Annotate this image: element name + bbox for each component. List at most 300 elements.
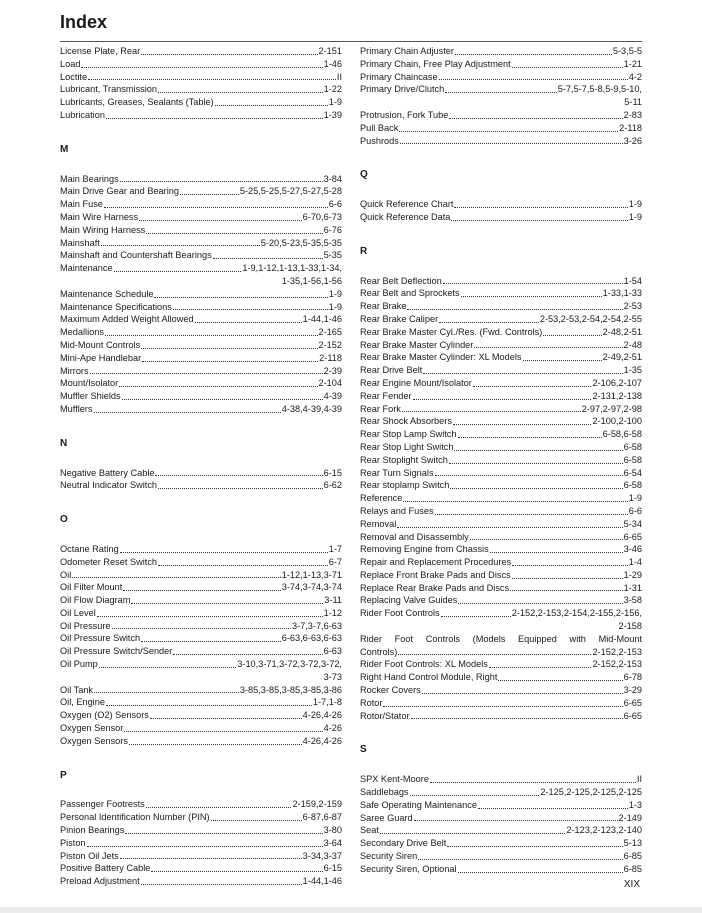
- index-entry-page-ref: 4-38,4-39,4-39: [281, 403, 342, 414]
- index-entry-page-ref: 4-26,4-26: [302, 735, 342, 746]
- index-entry[interactable]: [360, 198, 642, 211]
- dot-leader: [90, 373, 323, 374]
- dot-leader: [447, 846, 622, 847]
- index-entry-term: Mufflers: [60, 403, 93, 414]
- title-rule: [60, 41, 642, 42]
- index-entry-page-ref: 4-39: [323, 391, 342, 402]
- index-entry[interactable]: [360, 441, 642, 454]
- page-title: Index: [60, 12, 108, 32]
- index-entry-term: Protrusion, Fork Tube: [360, 109, 449, 120]
- index-entry[interactable]: [60, 811, 342, 824]
- dot-leader: [129, 744, 302, 745]
- index-entry-page-ref: 1-3: [628, 799, 642, 810]
- dot-leader: [87, 846, 323, 847]
- dot-leader: [470, 539, 623, 540]
- index-entry[interactable]: [60, 684, 342, 697]
- index-entry-page-ref: 1-7,1-8: [312, 697, 342, 708]
- index-entry-page-ref: 6-7: [328, 556, 342, 567]
- dot-leader: [94, 692, 239, 693]
- index-entry[interactable]: [360, 543, 642, 556]
- dot-leader: [512, 565, 628, 566]
- index-entry-page-ref: 2-106,2-107: [592, 377, 642, 388]
- index-entry[interactable]: [360, 799, 642, 812]
- index-entry-term: Oil, Engine: [60, 697, 105, 708]
- index-entry-page-ref: 2-53: [623, 301, 642, 312]
- index-entry[interactable]: [60, 71, 342, 84]
- index-entry[interactable]: [360, 531, 642, 544]
- index-entry-term: Rear Fender: [360, 390, 412, 401]
- index-entry-page-ref: 1-9: [328, 301, 342, 312]
- page-bottom-bar: [0, 907, 702, 913]
- index-entry[interactable]: [60, 301, 342, 314]
- index-entry[interactable]: [360, 556, 642, 569]
- index-entry-term: Rotor/Stator: [360, 710, 410, 721]
- index-entry-page-ref: 2-152,2-153: [592, 646, 642, 657]
- index-entry[interactable]: [60, 249, 342, 262]
- index-entry-page-ref: 2-104: [318, 378, 342, 389]
- index-entry-page-ref: 6-6: [628, 505, 642, 516]
- dot-leader: [474, 347, 622, 348]
- index-entry-term: Rear Belt and Sprockets: [360, 288, 460, 299]
- dot-leader: [383, 706, 622, 707]
- index-entry-term: Rear Stop Lamp Switch: [360, 429, 457, 440]
- index-entry-page-ref: 2-100,2-100: [592, 416, 642, 427]
- index-entry-term: Primary Chaincase: [360, 71, 438, 82]
- index-entry[interactable]: [60, 467, 342, 480]
- dot-leader: [473, 386, 592, 387]
- index-entry[interactable]: [60, 607, 342, 620]
- index-section-letter: S: [360, 744, 367, 756]
- dot-leader: [449, 463, 623, 464]
- index-entry-page-ref: 5-25,5-25,5-27,5-27,5-28: [239, 186, 342, 197]
- index-section-letter: N: [60, 437, 68, 449]
- index-entry[interactable]: [60, 722, 342, 735]
- dot-leader: [407, 309, 622, 310]
- index-entry[interactable]: [60, 569, 342, 582]
- dot-leader: [195, 322, 302, 323]
- dot-leader: [114, 271, 242, 272]
- index-entry[interactable]: [60, 875, 342, 888]
- index-entry-page-ref: 2-118: [619, 122, 642, 133]
- index-entry[interactable]: [360, 58, 642, 71]
- index-entry[interactable]: [60, 632, 342, 645]
- index-entry[interactable]: [60, 594, 342, 607]
- index-entry-term: Oil Pressure Switch: [60, 633, 141, 644]
- index-entry[interactable]: [360, 109, 642, 122]
- index-entry[interactable]: [360, 863, 642, 876]
- index-entry-page-ref: 3-26: [623, 135, 642, 146]
- index-entry-page-ref: 1-7: [328, 543, 342, 554]
- index-entry-term: Oil Level: [60, 607, 96, 618]
- index-entry-term: Positive Battery Cable: [60, 863, 151, 874]
- index-entry-page-ref: 1-9: [328, 97, 342, 108]
- dot-leader: [441, 616, 511, 617]
- index-entry[interactable]: [360, 390, 642, 403]
- index-entry[interactable]: [60, 709, 342, 722]
- index-entry[interactable]: [360, 479, 642, 492]
- index-entry[interactable]: [360, 773, 642, 786]
- index-entry-term: Removal and Disassembly: [360, 531, 469, 542]
- index-entry-page-ref: 6-15: [323, 467, 342, 478]
- index-entry[interactable]: [360, 837, 642, 850]
- index-entry-term: Mirrors: [60, 365, 89, 376]
- index-entry[interactable]: [360, 850, 642, 863]
- index-entry[interactable]: [360, 786, 642, 799]
- index-entry-term: Rear Brake: [360, 301, 407, 312]
- index-entry[interactable]: [360, 45, 642, 58]
- dot-leader: [423, 373, 622, 374]
- index-entry[interactable]: [360, 671, 642, 684]
- index-entry-term: Rotor: [360, 697, 383, 708]
- index-entry-term: Preload Adjustment: [60, 876, 140, 887]
- index-entry[interactable]: [60, 581, 342, 594]
- index-entry-page-ref: 2-152: [318, 339, 342, 350]
- index-entry[interactable]: [360, 697, 642, 710]
- index-entry-page-ref: 3-11: [324, 595, 342, 606]
- dot-leader: [454, 207, 627, 208]
- index-entry[interactable]: [360, 71, 642, 84]
- dot-leader: [112, 628, 291, 629]
- index-entry-term: Oil Pump: [60, 659, 98, 670]
- index-entry-page-ref: 3-34,3-37: [302, 850, 342, 861]
- index-entry-page-ref: 1-39: [323, 109, 342, 120]
- index-entry-page-ref: 1-44,1-46: [302, 876, 342, 887]
- index-entry[interactable]: [360, 300, 642, 313]
- index-entry-term: Rear Shock Absorbers: [360, 416, 452, 427]
- dot-leader: [146, 807, 292, 808]
- index-entry[interactable]: [360, 135, 642, 148]
- index-entry-page-ref: 3-10,3-71,3-72,3-72,3-72,: [237, 659, 342, 670]
- index-entry-page-ref: 2-165: [318, 327, 342, 338]
- index-entry[interactable]: [360, 351, 642, 364]
- index-entry-page-ref: 6-58: [623, 480, 642, 491]
- index-entry[interactable]: [360, 377, 642, 390]
- index-entry-term: Lubrication: [60, 109, 105, 120]
- index-entry[interactable]: [360, 83, 642, 96]
- dot-leader: [450, 488, 622, 489]
- index-entry-term: Rear stoplamp Switch: [360, 480, 450, 491]
- dot-leader: [215, 105, 328, 106]
- index-entry-page-ref: 2-125,2-125,2-125,2-125: [540, 787, 642, 798]
- index-entry[interactable]: [60, 198, 342, 211]
- index-entry-page-ref: 3-58: [623, 595, 642, 606]
- index-entry[interactable]: [60, 735, 342, 748]
- dot-leader: [445, 92, 556, 93]
- index-entry-page-ref: 6-78: [623, 672, 642, 683]
- index-entry-term: Lubricants, Greases, Sealants (Table): [60, 97, 214, 108]
- index-entry-term: Reference: [360, 493, 403, 504]
- dot-leader: [94, 412, 281, 413]
- index-entry-term: Muffler Shields: [60, 391, 121, 402]
- index-entry-term: Saree Guard: [360, 812, 413, 823]
- index-entry[interactable]: [360, 582, 642, 595]
- index-entry-page-ref: 1-9: [328, 288, 342, 299]
- index-entry[interactable]: [360, 710, 642, 723]
- dot-leader: [213, 258, 323, 259]
- index-entry[interactable]: [360, 646, 642, 659]
- dot-leader: [398, 654, 591, 655]
- index-entry[interactable]: [360, 364, 642, 377]
- index-entry-term: Rear Brake Caliper: [360, 313, 439, 324]
- index-entry-term: License Plate, Rear: [60, 46, 141, 56]
- index-entry-term: Rear Brake Master Cyl./Res. (Fwd. Controls): [360, 326, 543, 337]
- index-entry-page-ref: 6-65: [623, 697, 642, 708]
- dot-leader: [510, 590, 622, 591]
- index-entry-term: Oil Pressure: [60, 620, 111, 631]
- index-entry[interactable]: [60, 696, 342, 709]
- index-entry-term: Pushrods: [360, 135, 399, 146]
- dot-leader: [155, 475, 322, 476]
- index-entry[interactable]: [60, 109, 342, 122]
- index-entry-page-ref: 3-80: [323, 825, 342, 836]
- dot-leader: [380, 833, 565, 834]
- index-entry-term: Rider Foot Controls: XL Models: [360, 659, 488, 670]
- index-entry-page-ref: 1-35: [623, 365, 642, 376]
- dot-leader: [211, 820, 302, 821]
- dot-leader: [158, 92, 323, 93]
- index-entry-page-ref: 6-85: [623, 863, 642, 874]
- index-entry[interactable]: [60, 173, 342, 186]
- index-entry-term: Rear Stoplight Switch: [360, 454, 448, 465]
- index-entry-term: Piston Oil Jets: [60, 850, 119, 861]
- index-entry[interactable]: [360, 467, 642, 480]
- index-entry-term: Medallions: [60, 327, 104, 338]
- index-entry[interactable]: [60, 479, 342, 492]
- dot-leader: [422, 693, 623, 694]
- dot-leader: [453, 424, 592, 425]
- dot-leader: [106, 118, 323, 119]
- index-entry[interactable]: [60, 798, 342, 811]
- index-entry[interactable]: [60, 58, 342, 71]
- index-entry-page-ref: 6-76: [323, 224, 342, 235]
- index-entry[interactable]: [60, 658, 342, 671]
- index-entry[interactable]: [60, 556, 342, 569]
- dot-leader: [435, 514, 628, 515]
- dot-leader: [173, 654, 322, 655]
- dot-leader: [543, 335, 601, 336]
- index-entry-page-ref: 4-2: [628, 71, 642, 82]
- index-entry[interactable]: [60, 862, 342, 875]
- index-entry-page-ref: 3-84: [323, 173, 342, 184]
- dot-leader: [120, 552, 328, 553]
- index-entry[interactable]: [360, 569, 642, 582]
- index-entry[interactable]: [60, 403, 342, 416]
- index-entry[interactable]: [360, 492, 642, 505]
- index-entry-term: Saddlebags: [360, 787, 409, 798]
- index-entry[interactable]: [360, 211, 642, 224]
- index-section-letter: O: [60, 514, 68, 526]
- index-entry[interactable]: [60, 262, 342, 275]
- index-entry-term: Oil Tank: [60, 684, 94, 695]
- index-entry-page-ref: 6-65: [623, 710, 642, 721]
- index-entry-page-ref: 6-58: [623, 454, 642, 465]
- index-entry-page-ref: II: [636, 774, 642, 785]
- dot-leader: [454, 450, 622, 451]
- index-entry[interactable]: [60, 326, 342, 339]
- index-entry-term: Oil Pressure Switch/Sender: [60, 646, 173, 657]
- index-entry-page-ref: 6-63,6-63,6-63: [281, 633, 342, 644]
- index-entry[interactable]: [360, 505, 642, 518]
- dot-leader: [104, 207, 328, 208]
- index-entry-page-ref-continued: 5-11: [624, 97, 642, 108]
- index-entry-page-ref-continued: 3-73: [323, 671, 342, 682]
- dot-leader: [120, 181, 323, 182]
- dot-leader: [158, 488, 323, 489]
- index-entry[interactable]: [360, 607, 642, 620]
- index-entry-term: Replace Front Brake Pads and Discs: [360, 569, 511, 580]
- dot-leader: [498, 680, 622, 681]
- dot-leader: [402, 411, 581, 412]
- index-entry-term: Safe Operating Maintenance: [360, 799, 477, 810]
- index-entry-page-ref: 3-29: [623, 685, 642, 696]
- index-entry[interactable]: [360, 658, 642, 671]
- index-entry-page-ref-continued: 1-35,1-56,1-56: [281, 275, 342, 286]
- index-entry[interactable]: [60, 288, 342, 301]
- index-entry-term: Personal Identification Number (PIN): [60, 812, 210, 823]
- index-entry-term: Passenger Footrests: [60, 799, 145, 810]
- index-entry[interactable]: [360, 339, 642, 352]
- index-entry[interactable]: [360, 812, 642, 825]
- index-entry[interactable]: [60, 45, 342, 58]
- index-entry[interactable]: [60, 352, 342, 365]
- index-entry[interactable]: [360, 415, 642, 428]
- index-entry-page-ref: 2-83: [623, 109, 642, 120]
- dot-leader: [411, 718, 623, 719]
- index-entry[interactable]: [60, 237, 342, 250]
- index-entry-page-ref: 2-152,2-153: [592, 659, 642, 670]
- index-entry-term: Removal: [360, 518, 397, 529]
- index-entry-page-ref-continued: 2-158: [618, 621, 642, 632]
- index-entry-page-ref: 2-118: [319, 352, 342, 363]
- index-column-left: [60, 45, 342, 888]
- index-entry[interactable]: [360, 287, 642, 300]
- index-entry-term: Load: [60, 58, 81, 69]
- index-entry[interactable]: [60, 850, 342, 863]
- index-entry-term: Maintenance: [60, 263, 113, 274]
- index-entry[interactable]: [360, 454, 642, 467]
- index-entry-page-ref: 1-22: [323, 84, 342, 95]
- index-entry-page-ref: 6-63: [323, 646, 342, 657]
- index-entry[interactable]: [60, 543, 342, 556]
- dot-leader: [146, 233, 322, 234]
- index-entry-term: Rocker Covers: [360, 685, 421, 696]
- index-entry-wrap-text: Rider Foot Controls (Models Equipped with Mid-Mount: [360, 633, 642, 644]
- index-entry[interactable]: [60, 313, 342, 326]
- index-entry-term: Oil: [60, 569, 72, 580]
- index-entry[interactable]: [60, 211, 342, 224]
- index-entry-term: SPX Kent-Moore: [360, 774, 429, 785]
- index-entry[interactable]: [360, 824, 642, 837]
- index-entry-term: Secondary Drive Belt: [360, 838, 447, 849]
- index-entry-page-ref: 5-20,5-23,5-35,5-35: [260, 237, 342, 248]
- index-entry-term: Rear Belt Deflection: [360, 275, 442, 286]
- index-entry-term: Maintenance Specifications: [60, 301, 172, 312]
- index-entry-term: Octane Rating: [60, 543, 119, 554]
- index-entry-page-ref: 3-85,3-85,3-85,3-85,3-86: [239, 684, 342, 695]
- index-entry[interactable]: [60, 377, 342, 390]
- index-entry-page-ref: 1-9,1-12,1-13,1-33,1-34,: [242, 263, 342, 274]
- index-entry[interactable]: [60, 837, 342, 850]
- dot-leader: [512, 67, 623, 68]
- index-entry-term: Main Wiring Harness: [60, 224, 146, 235]
- dot-leader: [439, 322, 539, 323]
- index-entry-term: Mainshaft: [60, 237, 100, 248]
- index-entry-page-ref: 3-46: [623, 544, 642, 555]
- index-entry-term: Primary Drive/Clutch: [360, 84, 445, 95]
- index-entry[interactable]: [360, 594, 642, 607]
- index-entry[interactable]: [60, 365, 342, 378]
- index-entry-term: Rear Brake Master Cylinder: [360, 339, 474, 350]
- index-entry-term: Replace Rear Brake Pads and Discs: [360, 582, 510, 593]
- index-entry-term: Rider Foot Controls: [360, 608, 440, 619]
- index-entry[interactable]: [360, 326, 642, 339]
- index-entry-page-ref: 6-54: [623, 467, 642, 478]
- index-entry-page-ref: 2-152,2-153,2-154,2-155,2-156,: [511, 608, 642, 619]
- index-entry[interactable]: [60, 96, 342, 109]
- index-entry[interactable]: [60, 824, 342, 837]
- index-entry[interactable]: [360, 428, 642, 441]
- dot-leader: [141, 54, 317, 55]
- index-entry-page-ref: 1-9: [628, 199, 642, 210]
- index-entry-page-ref: 2-49,2-51: [602, 352, 642, 363]
- index-entry-page-ref: 1-12,1-13,3-71: [281, 569, 342, 580]
- index-entry[interactable]: [60, 645, 342, 658]
- index-entry[interactable]: [60, 620, 342, 633]
- dot-leader: [141, 641, 281, 642]
- index-entry-page-ref: 5-13: [623, 838, 642, 849]
- dot-leader: [410, 795, 540, 796]
- index-entry[interactable]: [60, 339, 342, 352]
- index-entry-page-ref: 5-3,5-5: [612, 46, 642, 56]
- index-entry-term: Controls): [360, 646, 398, 657]
- dot-leader: [119, 386, 317, 387]
- index-entry-term: Pull Back: [360, 122, 399, 133]
- index-entry[interactable]: [360, 313, 642, 326]
- index-entry-page-ref: 1-4: [628, 557, 642, 568]
- dot-leader: [400, 143, 623, 144]
- index-section-letter: P: [60, 769, 67, 781]
- index-entry[interactable]: [360, 518, 642, 531]
- dot-leader: [403, 501, 627, 502]
- index-entry-page-ref: 3-74,3-74,3-74: [281, 582, 342, 593]
- index-entry-term: Lubricant, Transmission: [60, 84, 158, 95]
- index-entry-page-ref: 6-87,6-87: [302, 812, 342, 823]
- index-entry-page-ref: 2-159,2-159: [292, 799, 342, 810]
- dot-leader: [439, 79, 628, 80]
- index-entry-term: Quick Reference Chart: [360, 199, 454, 210]
- index-entry[interactable]: [360, 275, 642, 288]
- index-column-right: [360, 45, 642, 876]
- dot-leader: [180, 194, 239, 195]
- index-entry[interactable]: [60, 185, 342, 198]
- index-entry[interactable]: [60, 83, 342, 96]
- dot-leader: [99, 667, 236, 668]
- index-entry[interactable]: [60, 224, 342, 237]
- index-entry[interactable]: [360, 122, 642, 135]
- dot-leader: [461, 296, 602, 297]
- dot-leader: [120, 858, 302, 859]
- index-entry[interactable]: [360, 403, 642, 416]
- index-section-letter: M: [60, 143, 69, 155]
- index-entry[interactable]: [60, 390, 342, 403]
- index-entry[interactable]: [360, 684, 642, 697]
- index-entry-page-ref: 6-62: [323, 480, 342, 491]
- index-entry-term: Main Drive Gear and Bearing: [60, 186, 179, 197]
- index-entry-page-ref: 1-9: [628, 211, 642, 222]
- dot-leader: [139, 220, 302, 221]
- index-entry-term: Oxygen (O2) Sensors: [60, 710, 149, 721]
- dot-leader: [523, 360, 602, 361]
